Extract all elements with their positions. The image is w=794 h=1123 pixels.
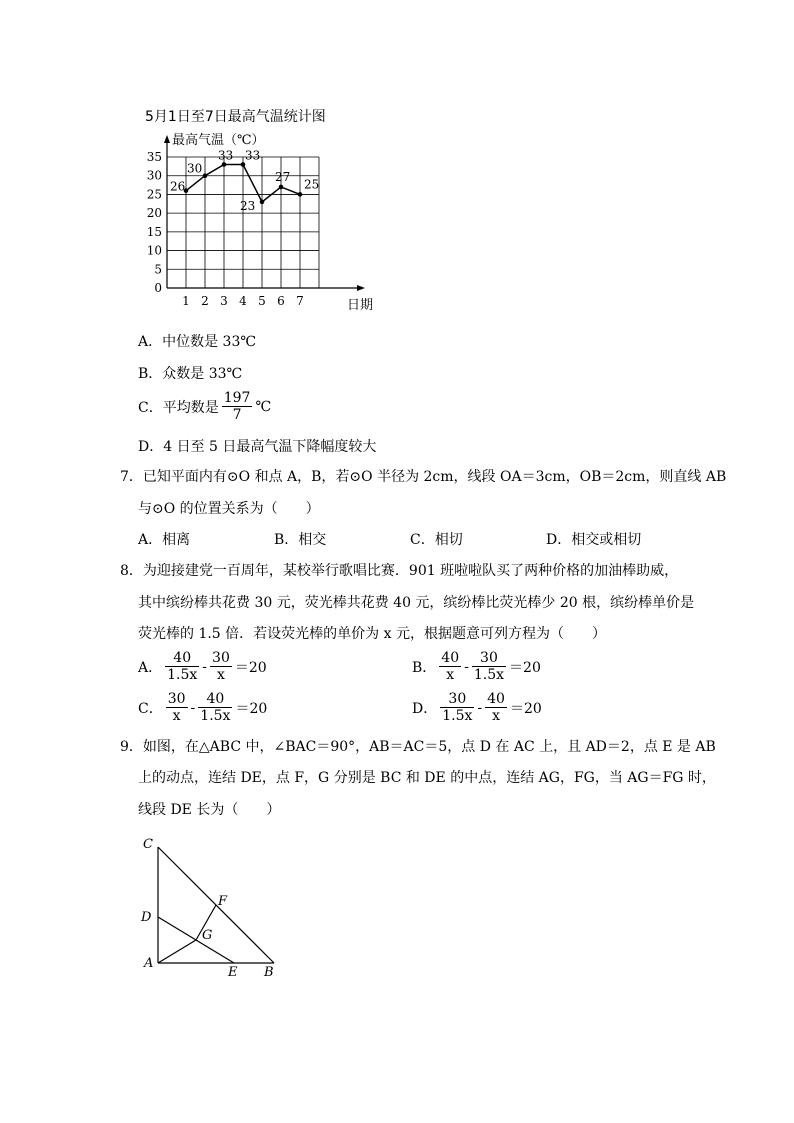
q6-option-c-prefix: C．平均数是 [138, 399, 219, 416]
q8-option-label: D． [412, 700, 438, 717]
q8-fraction [210, 650, 232, 683]
q8-denominator: 1.5x [442, 708, 473, 724]
q8-numerator: 40 [173, 650, 192, 666]
q7-option-c[interactable]: C．相切 [410, 532, 463, 548]
label-a: A [144, 956, 154, 971]
data-point [203, 173, 208, 178]
data-point [279, 185, 284, 190]
label-f: F [218, 894, 228, 909]
data-point [298, 192, 303, 197]
data-label: 33 [218, 148, 234, 163]
q8-denominator: x [485, 707, 507, 724]
x-tick-label: 2 [201, 294, 209, 308]
q8-option-label: C． [138, 700, 163, 717]
q8-stem-line2: 其中缤纷棒共花费 30 元，荧光棒共花费 40 元，缤纷棒比荧光棒少 20 根，缤纷棒单价是 [138, 595, 695, 611]
q8-numerator: 40 [487, 691, 505, 707]
q9-stem-line2: 上的动点，连结 DE，点 F，G 分别是 BC 和 DE 的中点，连结 AG，FG，当 AG＝FG 时， [138, 770, 716, 786]
x-tick-label: 5 [258, 294, 266, 308]
q6-option-d[interactable]: D．4 日至 5 日最高气温下降幅度较大 [138, 439, 377, 455]
y-tick-label: 25 [146, 187, 162, 202]
label-d: D [141, 910, 152, 925]
q8-rhs: ＝20 [509, 659, 541, 676]
q8-option-b[interactable] [412, 650, 541, 683]
q6-option-c-fraction [222, 390, 253, 423]
q8-fraction [198, 691, 232, 724]
y-tick-label: 30 [146, 168, 162, 183]
q6-option-c-num: 197 [223, 390, 251, 406]
q7-option-d[interactable]: D．相交或相切 [546, 532, 642, 548]
q8-denominator: x [439, 666, 461, 683]
q8-numerator: 30 [167, 691, 186, 707]
label-b: B [264, 965, 274, 980]
q8-denominator: 1.5x [167, 667, 198, 683]
q8-numerator: 40 [441, 650, 460, 666]
q8-denominator: x [166, 707, 188, 724]
q8-numerator: 30 [480, 650, 498, 666]
q8-fraction [485, 691, 507, 724]
segment-ag [158, 940, 196, 963]
q6-option-a[interactable]: A．中位数是 33℃ [138, 334, 257, 350]
q8-stem-line3: 荧光棒的 1.5 倍．若设荧光棒的单价为 x 元，根据题意可列方程为（ ） [138, 626, 606, 642]
q7-stem-line2: 与⊙O 的位置关系为（ ） [138, 501, 320, 517]
q7-option-b[interactable]: B．相交 [274, 532, 327, 548]
y-tick-label: 10 [146, 243, 162, 258]
q8-rhs: ＝20 [235, 700, 268, 717]
label-c: C [143, 837, 153, 852]
x-tick-label: 1 [182, 294, 190, 308]
data-point [222, 162, 227, 167]
data-label: 30 [187, 161, 203, 176]
y-axis-arrow [164, 135, 170, 143]
q8-option-d[interactable] [412, 691, 542, 724]
data-label: 33 [245, 148, 261, 163]
x-tick-label: 7 [296, 294, 304, 308]
q8-denominator: 1.5x [200, 708, 231, 724]
q8-fraction [472, 650, 506, 683]
q8-stem-line1: 8．为迎接建党一百周年，某校举行歌唱比赛．901 班啦啦队买了两种价格的加油棒助威， [120, 563, 679, 579]
q8-fraction [440, 691, 474, 724]
y-tick-label: 5 [154, 262, 162, 277]
q8-option-label: A． [138, 659, 163, 676]
q8-denominator: x [210, 666, 232, 683]
label-e: E [228, 965, 238, 980]
y-tick-label: 0 [154, 281, 162, 295]
x-tick-label: 6 [277, 294, 285, 308]
q8-numerator: 40 [206, 691, 225, 707]
chart-title: 5月1日至7日最高气温统计图 [145, 109, 326, 125]
q6-option-c-den: 7 [222, 406, 253, 423]
q8-option-c[interactable] [138, 691, 267, 724]
q8-option-label: B． [412, 659, 437, 676]
q6-option-b[interactable]: B．众数是 33℃ [138, 366, 243, 382]
q9-stem-line1: 9．如图，在△ABC 中，∠BAC＝90°，AB＝AC＝5，点 D 在 AC 上，且 AD＝2，点 E 是 AB [120, 739, 716, 755]
q6-option-c-suffix: ℃ [255, 398, 272, 415]
triangle-figure [138, 835, 298, 985]
y-tick-label: 20 [146, 206, 162, 221]
q7-option-a[interactable]: A．相离 [138, 532, 191, 548]
q8-rhs: ＝20 [234, 659, 267, 676]
x-tick-label: 4 [239, 294, 247, 308]
data-label: 25 [304, 177, 320, 192]
q8-fraction [165, 650, 199, 683]
q8-minus: - [464, 658, 469, 675]
y-tick-label: 35 [146, 150, 162, 164]
q8-denominator: 1.5x [473, 667, 505, 683]
q8-minus: - [202, 658, 208, 675]
data-label: 27 [275, 169, 291, 184]
data-label: 23 [240, 198, 256, 213]
y-tick-label: 15 [146, 224, 162, 239]
y-axis-label: 最高气温（℃） [172, 133, 265, 148]
x-axis-label: 日期 [347, 298, 374, 313]
data-label: 26 [170, 179, 186, 194]
q8-minus: - [190, 699, 196, 716]
x-axis-arrow [357, 285, 365, 291]
q6-option-c[interactable] [138, 390, 271, 423]
q8-numerator: 30 [448, 691, 467, 707]
x-tick-label: 3 [220, 294, 228, 308]
q8-numerator: 30 [212, 650, 230, 666]
q8-rhs: ＝20 [509, 700, 542, 717]
q8-option-a[interactable] [138, 650, 267, 683]
q8-fraction [439, 650, 461, 683]
q8-fraction [166, 691, 188, 724]
q8-minus: - [477, 699, 483, 716]
q9-stem-line3: 线段 DE 长为（ ） [138, 802, 281, 818]
q7-stem-line1: 7．已知平面内有⊙O 和点 A，B，若⊙O 半径为 2cm，线段 OA＝3cm，OB＝2cm，则直线 AB [120, 469, 727, 485]
temperature-line-chart [140, 128, 374, 338]
data-point [260, 200, 265, 205]
data-point [241, 162, 246, 167]
label-g: G [202, 928, 213, 943]
